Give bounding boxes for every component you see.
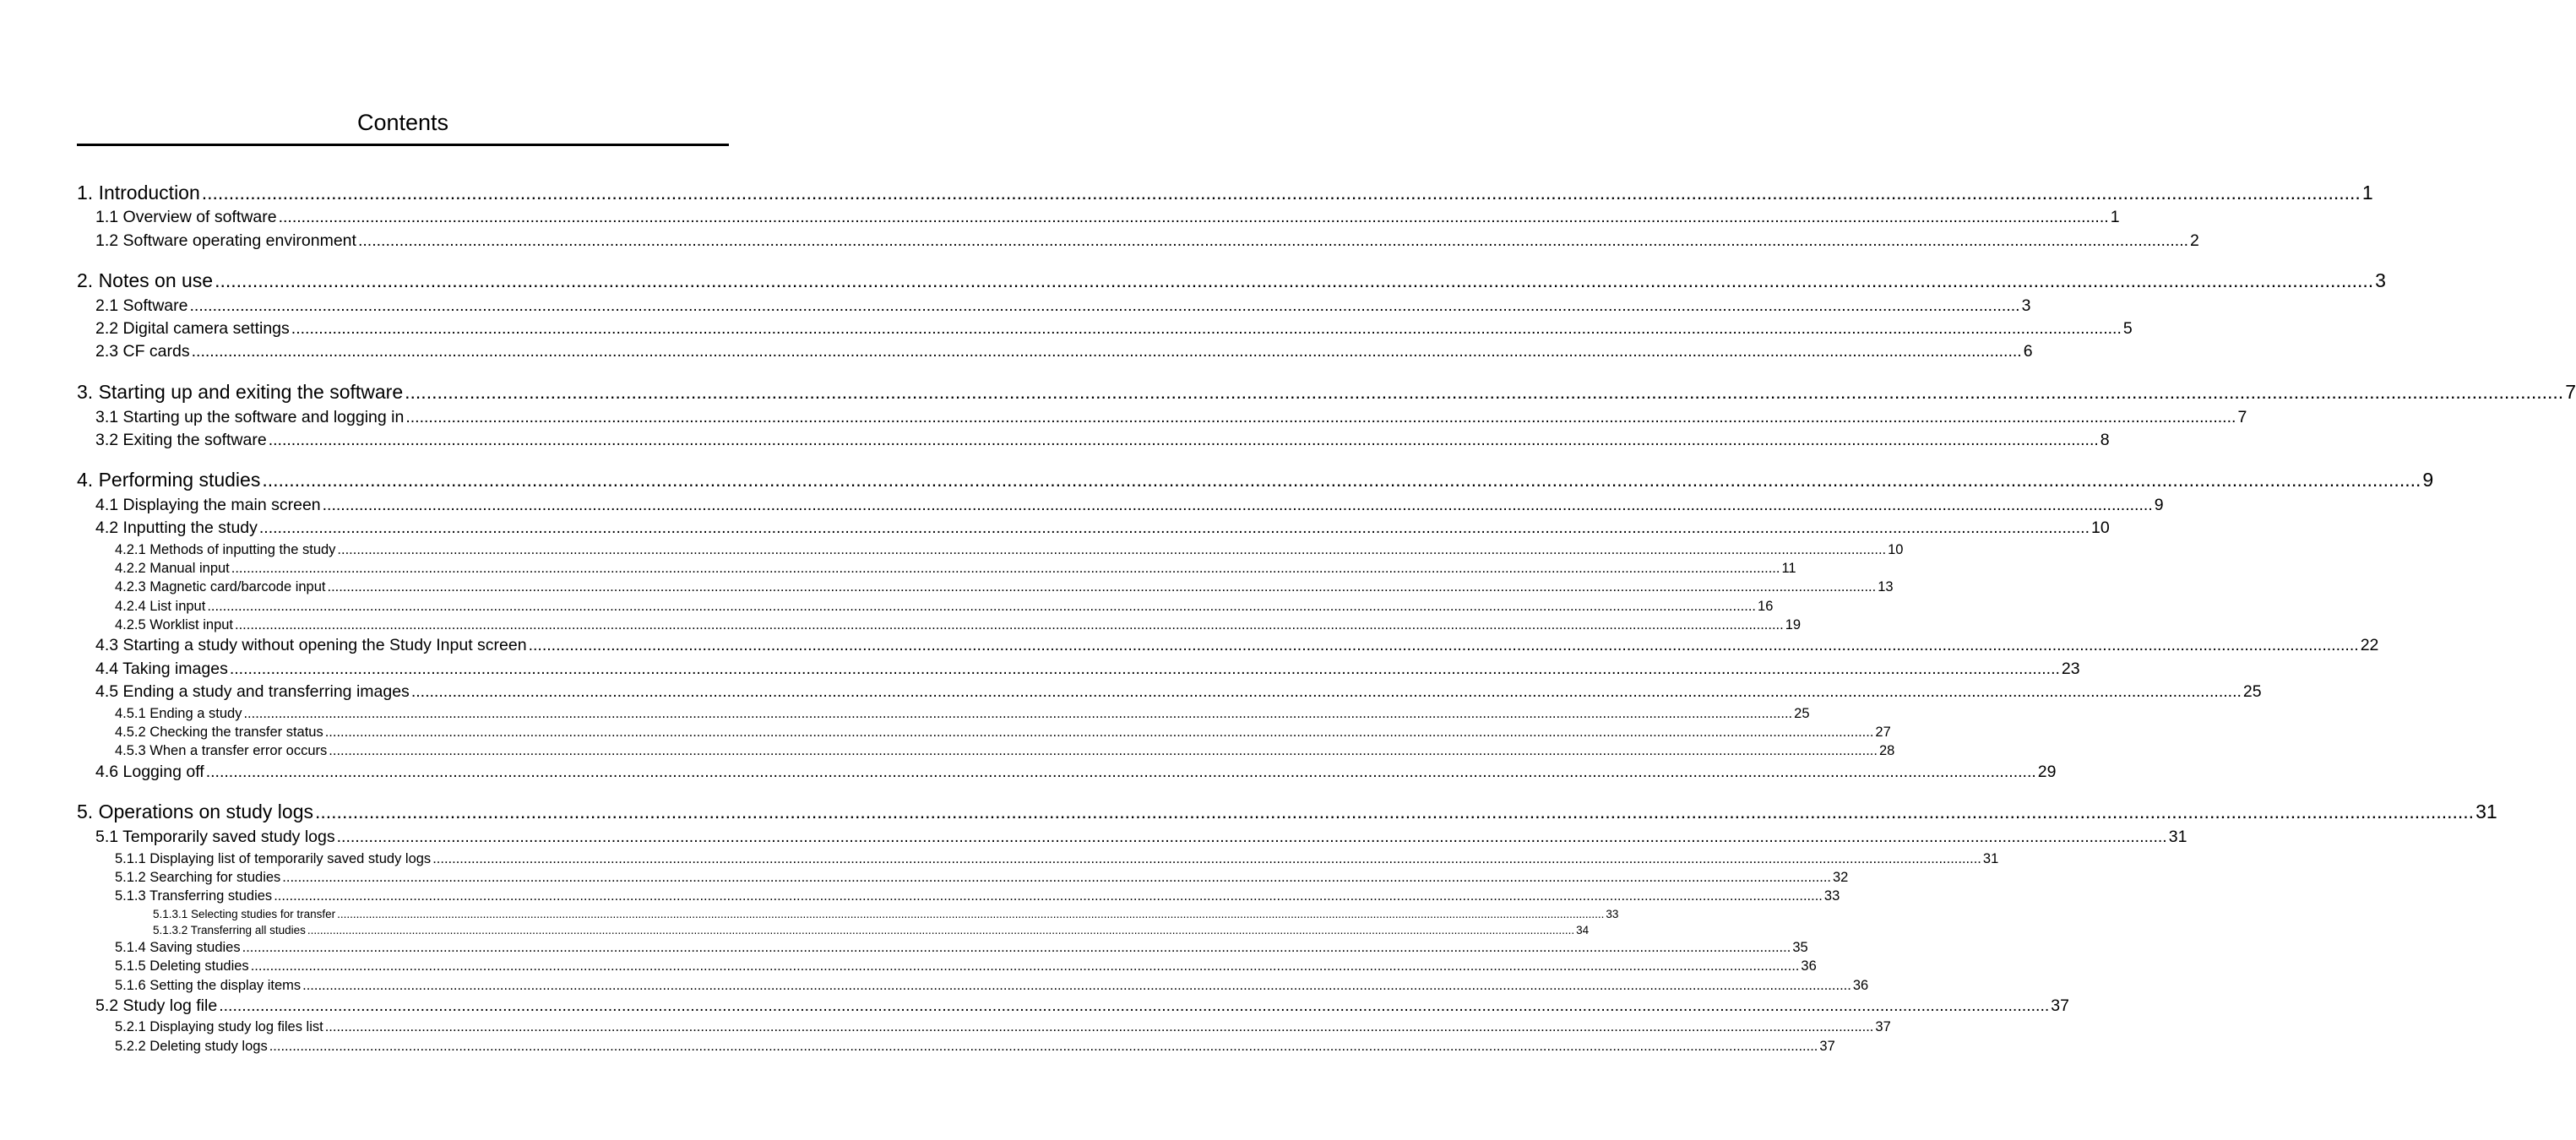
- toc-entry-page-number: 31: [2168, 828, 2187, 846]
- toc-entry-label: 5.2.1 Displaying study log files list: [115, 1019, 323, 1034]
- toc-entry[interactable]: [115, 742, 1895, 759]
- toc-entry-label: 4. Performing studies: [77, 469, 261, 491]
- toc-entry-label: 4.6 Logging off: [95, 763, 204, 781]
- toc-dot-leader: ................................................................................................................................................................................................................................................................................................................................................................................................................: [189, 296, 2020, 315]
- toc-dot-leader: ................................................................................................................................................................................................................................................................................................................................................................................................................: [405, 381, 2564, 403]
- toc-dot-leader: ................................................................................................................................................................................................................................................................................................................................................................................................................: [269, 1039, 1818, 1054]
- toc-dot-leader: ................................................................................................................................................................................................................................................................................................................................................................................................................: [268, 431, 2099, 449]
- toc-entry[interactable]: [115, 560, 1796, 577]
- toc-entry[interactable]: [77, 380, 2576, 404]
- toc-entry-page-number: 13: [1878, 579, 1894, 594]
- toc-dot-leader: ................................................................................................................................................................................................................................................................................................................................................................................................................: [410, 682, 2242, 701]
- toc-entry-page-number: 28: [1878, 743, 1895, 758]
- toc-entry-page-number: 8: [2100, 431, 2110, 449]
- toc-entry-page-number: 31: [1982, 851, 1999, 866]
- toc-entry[interactable]: [95, 635, 2379, 655]
- toc-dot-leader: ................................................................................................................................................................................................................................................................................................................................................................................................................: [235, 617, 1784, 632]
- toc-entry-page-number: 36: [1852, 978, 1869, 993]
- toc-entry[interactable]: [95, 518, 2110, 538]
- toc-dot-leader: ................................................................................................................................................................................................................................................................................................................................................................................................................: [302, 978, 1851, 993]
- toc-entry-label: 5.1.4 Saving studies: [115, 940, 241, 955]
- toc-entry-page-number: 34: [1576, 924, 1590, 936]
- toc-entry[interactable]: [95, 762, 2057, 782]
- toc-entry[interactable]: [115, 888, 1840, 904]
- toc-entry-label: 5.1.1 Displaying list of temporarily saved study logs: [115, 851, 432, 866]
- toc-dot-leader: ................................................................................................................................................................................................................................................................................................................................................................................................................: [229, 660, 2060, 678]
- toc-entry-label: 5.1.5 Deleting studies: [115, 958, 249, 974]
- toc-dot-leader: ................................................................................................................................................................................................................................................................................................................................................................................................................: [291, 319, 2122, 338]
- toc-entry-label: 4.2.2 Manual input: [115, 561, 230, 576]
- title-divider: [77, 144, 729, 146]
- toc-entry[interactable]: [115, 541, 1904, 558]
- toc-dot-leader: ................................................................................................................................................................................................................................................................................................................................................................................................................: [278, 208, 2109, 226]
- toc-entry[interactable]: [77, 269, 2386, 292]
- toc-entry-label: 4.2.1 Methods of inputting the study: [115, 542, 336, 557]
- toc-dot-leader: ................................................................................................................................................................................................................................................................................................................................................................................................................: [322, 496, 2153, 514]
- toc-entry[interactable]: [153, 907, 1619, 921]
- toc-entry-page-number: 10: [2090, 518, 2110, 537]
- toc-entry-label: 5.1.3.1 Selecting studies for transfer: [153, 908, 336, 920]
- toc-entry-page-number: 11: [1781, 561, 1796, 576]
- page-title: Contents: [356, 110, 449, 135]
- toc-entry[interactable]: [95, 996, 2069, 1016]
- toc-entry[interactable]: [77, 181, 2373, 204]
- toc-dot-leader: ................................................................................................................................................................................................................................................................................................................................................................................................................: [250, 958, 1800, 974]
- toc-entry-label: 4.5.2 Checking the transfer status: [115, 725, 323, 740]
- toc-entry[interactable]: [115, 1038, 1835, 1055]
- toc-entry-label: 4.5 Ending a study and transferring images: [95, 682, 410, 701]
- toc-dot-leader: ................................................................................................................................................................................................................................................................................................................................................................................................................: [337, 542, 1887, 557]
- toc-dot-leader: ................................................................................................................................................................................................................................................................................................................................................................................................................: [201, 182, 2361, 204]
- toc-entry-label: 4.3 Starting a study without opening the Study Input screen: [95, 636, 527, 654]
- toc-entry-label: 3.2 Exiting the software: [95, 431, 267, 449]
- toc-entry-label: 4.4 Taking images: [95, 660, 228, 678]
- toc-entry[interactable]: [115, 724, 1891, 741]
- toc-entry-label: 4.5.1 Ending a study: [115, 706, 242, 721]
- toc-dot-leader: ................................................................................................................................................................................................................................................................................................................................................................................................................: [191, 342, 2022, 361]
- toc-entry-page-number: 23: [2061, 660, 2080, 678]
- toc-dot-leader: ................................................................................................................................................................................................................................................................................................................................................................................................................: [336, 828, 2167, 846]
- toc-entry-page-number: 31: [2475, 801, 2497, 822]
- toc-entry-page-number: 7: [2565, 381, 2576, 403]
- toc-entry-label: 1.1 Overview of software: [95, 208, 277, 226]
- toc-entry-label: 2.3 CF cards: [95, 342, 190, 361]
- toc-dot-leader: ................................................................................................................................................................................................................................................................................................................................................................................................................: [215, 269, 2374, 291]
- toc-entry[interactable]: [77, 800, 2497, 823]
- toc-entry-page-number: 1: [2110, 208, 2120, 226]
- toc-entry-page-number: 37: [1875, 1019, 1891, 1034]
- toc-dot-leader: ................................................................................................................................................................................................................................................................................................................................................................................................................: [307, 924, 1575, 936]
- toc-entry-page-number: 22: [2360, 636, 2379, 654]
- toc-dot-leader: ................................................................................................................................................................................................................................................................................................................................................................................................................: [327, 579, 1877, 594]
- toc-dot-leader: ................................................................................................................................................................................................................................................................................................................................................................................................................: [274, 888, 1823, 904]
- toc-entry-page-number: 19: [1785, 617, 1802, 632]
- toc-entry-page-number: 1: [2361, 182, 2373, 204]
- toc-dot-leader: ................................................................................................................................................................................................................................................................................................................................................................................................................: [329, 743, 1878, 758]
- toc-entry-label: 4.1 Displaying the main screen: [95, 496, 321, 514]
- toc-entry-label: 2.1 Software: [95, 296, 188, 315]
- toc-dot-leader: ................................................................................................................................................................................................................................................................................................................................................................................................................: [258, 518, 2090, 537]
- toc-entry-label: 5.1.2 Searching for studies: [115, 870, 281, 885]
- toc-entry-label: 5.1.3 Transferring studies: [115, 888, 273, 904]
- toc-dot-leader: ................................................................................................................................................................................................................................................................................................................................................................................................................: [205, 763, 2036, 781]
- toc-entry-label: 5.2.2 Deleting study logs: [115, 1039, 268, 1054]
- toc-entry[interactable]: [95, 318, 2133, 339]
- toc-entry-page-number: 5: [2122, 319, 2133, 338]
- toc-entry-page-number: 2: [2190, 231, 2199, 250]
- toc-entry-label: 3.1 Starting up the software and logging in: [95, 408, 405, 426]
- toc-entry[interactable]: [95, 827, 2187, 847]
- toc-entry[interactable]: [153, 923, 1590, 937]
- toc-dot-leader: ................................................................................................................................................................................................................................................................................................................................................................................................................: [219, 996, 2050, 1015]
- toc-dot-leader: ................................................................................................................................................................................................................................................................................................................................................................................................................: [405, 408, 2236, 426]
- toc-entry-label: 2. Notes on use: [77, 269, 214, 291]
- toc-entry[interactable]: [95, 430, 2110, 450]
- toc-entry-page-number: 37: [2051, 996, 2069, 1015]
- toc-dot-leader: ................................................................................................................................................................................................................................................................................................................................................................................................................: [337, 908, 1605, 920]
- toc-entry-page-number: 7: [2237, 408, 2247, 426]
- toc-dot-leader: ................................................................................................................................................................................................................................................................................................................................................................................................................: [242, 940, 1791, 955]
- toc-entry[interactable]: [95, 231, 2199, 251]
- toc-entry[interactable]: [95, 407, 2247, 427]
- toc-entry-label: 4.5.3 When a transfer error occurs: [115, 743, 328, 758]
- toc-dot-leader: ................................................................................................................................................................................................................................................................................................................................................................................................................: [243, 706, 1793, 721]
- toc-entry-label: 3. Starting up and exiting the software: [77, 381, 404, 403]
- toc-dot-leader: ................................................................................................................................................................................................................................................................................................................................................................................................................: [282, 870, 1831, 885]
- toc-dot-leader: ................................................................................................................................................................................................................................................................................................................................................................................................................: [324, 1019, 1874, 1034]
- toc-entry-page-number: 33: [1606, 908, 1619, 920]
- toc-dot-leader: ................................................................................................................................................................................................................................................................................................................................................................................................................: [207, 599, 1757, 614]
- toc-entry-label: 1.2 Software operating environment: [95, 231, 356, 250]
- toc-dot-leader: ................................................................................................................................................................................................................................................................................................................................................................................................................: [432, 851, 1981, 866]
- toc-entry-label: 5.1.6 Setting the display items: [115, 978, 302, 993]
- toc-entry[interactable]: [95, 495, 2164, 515]
- toc-entry[interactable]: [115, 616, 1802, 633]
- toc-entry-page-number: 32: [1833, 870, 1849, 885]
- toc-entry-page-number: 16: [1758, 599, 1774, 614]
- toc-entry[interactable]: [115, 705, 1810, 722]
- toc-entry-page-number: 25: [2242, 682, 2262, 701]
- toc-dot-leader: ................................................................................................................................................................................................................................................................................................................................................................................................................: [262, 469, 2421, 491]
- toc-entry-page-number: 10: [1888, 542, 1904, 557]
- toc-entry[interactable]: [115, 598, 1774, 615]
- toc-entry-label: 5.1 Temporarily saved study logs: [95, 828, 335, 846]
- toc-dot-leader: ................................................................................................................................................................................................................................................................................................................................................................................................................: [324, 725, 1874, 740]
- toc-dot-leader: ................................................................................................................................................................................................................................................................................................................................................................................................................: [231, 561, 1780, 576]
- toc-entry[interactable]: [115, 939, 1808, 956]
- toc-entry[interactable]: [95, 341, 2033, 361]
- toc-dot-leader: ................................................................................................................................................................................................................................................................................................................................................................................................................: [315, 801, 2475, 822]
- toc-entry-label: 4.2.5 Worklist input: [115, 617, 234, 632]
- toc-entry[interactable]: [115, 958, 1817, 974]
- toc-entry[interactable]: [77, 468, 2434, 491]
- toc-entry-label: 4.2.4 List input: [115, 599, 206, 614]
- toc-entry-page-number: 36: [1801, 958, 1817, 974]
- toc-entry-page-number: 6: [2023, 342, 2033, 361]
- toc-entry-page-number: 9: [2422, 469, 2434, 491]
- toc-entry-page-number: 29: [2037, 763, 2057, 781]
- toc-entry-page-number: 3: [2375, 269, 2386, 291]
- toc-entry-page-number: 33: [1823, 888, 1840, 904]
- toc-entry-label: 4.2.3 Magnetic card/barcode input: [115, 579, 326, 594]
- toc-entry[interactable]: [95, 296, 2031, 316]
- toc-entry-label: 5. Operations on study logs: [77, 801, 313, 822]
- toc-entry-page-number: 3: [2021, 296, 2031, 315]
- toc-entry[interactable]: [115, 869, 1849, 886]
- toc-entry-page-number: 37: [1819, 1039, 1835, 1054]
- toc-entry[interactable]: [95, 659, 2080, 679]
- toc-dot-leader: ................................................................................................................................................................................................................................................................................................................................................................................................................: [528, 636, 2359, 654]
- toc-entry-label: 5.2 Study log file: [95, 996, 218, 1015]
- toc-entry[interactable]: [115, 578, 1894, 595]
- toc-entry-page-number: 25: [1794, 706, 1810, 721]
- toc-entry-page-number: 35: [1792, 940, 1808, 955]
- toc-entry-label: 2.2 Digital camera settings: [95, 319, 290, 338]
- toc-entry-page-number: 9: [2154, 496, 2164, 514]
- toc-entry[interactable]: [115, 1018, 1891, 1035]
- toc-entry-page-number: 27: [1875, 725, 1891, 740]
- toc-entry[interactable]: [95, 207, 2120, 227]
- toc-entry[interactable]: [115, 850, 1999, 867]
- toc-entry[interactable]: [95, 681, 2262, 702]
- toc-dot-leader: ................................................................................................................................................................................................................................................................................................................................................................................................................: [357, 231, 2189, 250]
- toc-entry[interactable]: [115, 977, 1869, 994]
- toc-entry-label: 1. Introduction: [77, 182, 200, 204]
- toc-entry-label: 5.1.3.2 Transferring all studies: [153, 924, 306, 936]
- toc-entry-label: 4.2 Inputting the study: [95, 518, 258, 537]
